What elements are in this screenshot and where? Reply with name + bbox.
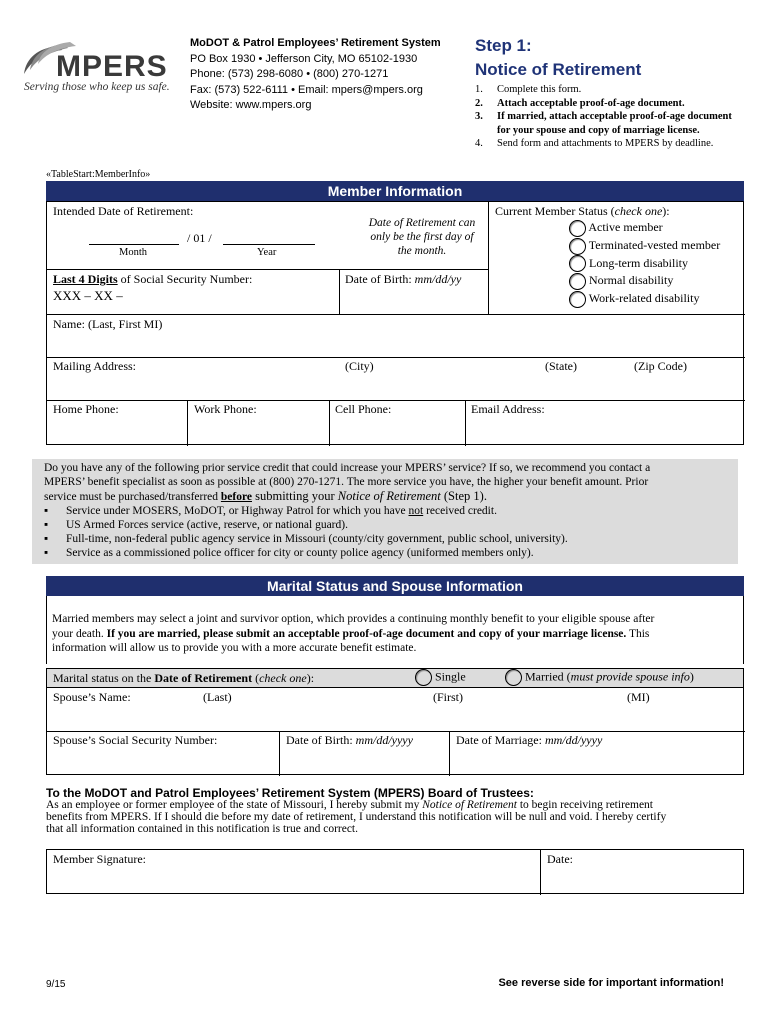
married-option[interactable]: Married (must provide spouse info) xyxy=(505,669,694,686)
prior-line: MPERS’ benefit specialist as soon as possible at (800) 270-1271. The more service you have, the higher your benefit amount. Prior xyxy=(44,476,649,488)
spouse-first-label: (First) xyxy=(433,690,463,704)
step-item: for your spouse and copy of marriage license. xyxy=(497,124,700,136)
signature-date-field[interactable]: Date: xyxy=(547,852,573,866)
spouse-last-label: (Last) xyxy=(203,690,232,704)
name-field[interactable]: Name: (Last, First MI) xyxy=(53,317,163,331)
spouse-mi-label: (MI) xyxy=(627,690,650,704)
radio-circle-icon[interactable] xyxy=(569,255,586,272)
marriage-date-field[interactable]: Date of Marriage: mm/dd/yyyy xyxy=(456,733,603,747)
signature-field[interactable]: Member Signature: xyxy=(53,852,146,866)
form-version: 9/15 xyxy=(46,979,66,990)
signature-table xyxy=(46,849,744,894)
logo-tagline: Serving those who keep us safe. xyxy=(24,81,170,93)
org-phone: Phone: (573) 298-6080 • (800) 270-1271 xyxy=(190,68,389,80)
spouse-ssn-field[interactable]: Spouse’s Social Security Number: xyxy=(53,733,218,747)
status-option-active[interactable]: Active member xyxy=(569,219,720,237)
year-field[interactable] xyxy=(223,244,315,245)
marital-intro: Married members may select a joint and survivor option, which provides a continuing monthly benefit to your eligible spouse after your death. If you are married, please submit an acceptable proof-of-age document and copy of your marriage license. This information will allow us to provide you with a more accurate benefit estimate. xyxy=(52,613,655,654)
status-option-work[interactable]: Work-related disability xyxy=(569,290,720,308)
logo-text: MPERS xyxy=(56,50,168,83)
list-item: ▪ US Armed Forces service (active, reserve, or national guard). xyxy=(44,519,348,531)
spouse-dob-field[interactable]: Date of Birth: mm/dd/yyyy xyxy=(286,733,413,747)
trustees-heading: To the MoDOT and Patrol Employees’ Retirement System (MPERS) Board of Trustees: xyxy=(46,786,534,800)
date-separator: / 01 / xyxy=(187,231,212,245)
mailing-address-field[interactable]: Mailing Address: xyxy=(53,359,136,373)
marital-status-label: Marital status on the Date of Retirement (check one): xyxy=(53,671,315,685)
list-item: ▪ Service under MOSERS, MoDOT, or Highway Patrol for which you have not received credit. xyxy=(44,505,497,517)
email-field[interactable]: Email Address: xyxy=(471,402,545,416)
ssn-label: Last 4 Digits of Social Security Number: xyxy=(53,272,253,286)
radio-circle-icon[interactable] xyxy=(569,291,586,308)
status-label: Current Member Status (check one): xyxy=(495,204,670,218)
home-phone-field[interactable]: Home Phone: xyxy=(53,402,119,416)
status-option-terminated[interactable]: Terminated-vested member xyxy=(569,237,720,255)
step-subtitle: Notice of Retirement xyxy=(475,60,642,79)
organization-info xyxy=(190,36,441,114)
prior-line: Do you have any of the following prior service credit that could increase your MPERS’ service? If so, we recommend you contact a xyxy=(44,462,651,474)
marital-status-row xyxy=(46,668,744,688)
cell-phone-field[interactable]: Cell Phone: xyxy=(335,402,392,416)
dob-label: Date of Birth: mm/dd/yy xyxy=(345,272,462,286)
list-item: ▪ Service as a commissioned police officer for city or county police agency (uniformed members only). xyxy=(44,547,534,559)
trustees-statement: As an employee or former employee of the state of Missouri, I hereby submit my Notice of Retirement to begin receiving retirement benefits from MPERS. If I should die before my date of retirement, I understand this notification will be null and void. I hereby certify that all information contained in this notification is true and correct. xyxy=(46,799,667,835)
spouse-table xyxy=(46,687,744,775)
intended-date-label: Intended Date of Retirement: xyxy=(53,204,194,218)
ssn-field[interactable]: XXX – XX – xyxy=(53,288,123,303)
list-item: ▪ Full-time, non-federal public agency service in Missouri (county/city government, public school, university). xyxy=(44,533,568,545)
prior-service-notice xyxy=(32,459,738,564)
radio-circle-icon[interactable] xyxy=(569,238,586,255)
step-heading xyxy=(475,34,641,82)
step-item: 4. Send form and attachments to MPERS by deadline. xyxy=(475,138,714,149)
prior-line: service must be purchased/transferred before submitting your Notice of Retirement (Step 1). xyxy=(44,489,487,503)
step-title: Step 1: xyxy=(475,36,532,55)
state-field[interactable]: (State) xyxy=(545,359,577,373)
date-note: Date of Retirement can only be the first day of the month. xyxy=(368,217,476,257)
reverse-side-note: See reverse side for important information! xyxy=(498,977,724,989)
step-item: 1. Complete this form. xyxy=(475,84,582,95)
status-options xyxy=(569,219,720,308)
org-fax-email: Fax: (573) 522-6111 • Email: mpers@mpers.org xyxy=(190,83,423,96)
year-label: Year xyxy=(257,247,277,258)
org-name: MoDOT & Patrol Employees’ Retirement System xyxy=(190,37,441,49)
mpers-logo xyxy=(18,38,188,98)
table-start-marker: «TableStart:MemberInfo» xyxy=(46,169,151,180)
member-info-banner: Member Information xyxy=(46,181,744,201)
org-website: Website: www.mpers.org xyxy=(190,99,312,111)
month-field[interactable] xyxy=(89,244,179,245)
radio-circle-icon[interactable] xyxy=(569,220,586,237)
step-item: 2. Attach acceptable proof-of-age document. xyxy=(475,97,685,109)
radio-circle-icon[interactable] xyxy=(505,669,522,686)
radio-circle-icon[interactable] xyxy=(415,669,432,686)
zip-field[interactable]: (Zip Code) xyxy=(634,359,687,373)
single-option[interactable]: Single xyxy=(415,669,466,686)
marital-banner: Marital Status and Spouse Information xyxy=(46,576,744,596)
status-option-normal[interactable]: Normal disability xyxy=(569,272,720,290)
radio-circle-icon[interactable] xyxy=(569,273,586,290)
spouse-name-field[interactable]: Spouse’s Name: xyxy=(53,690,131,704)
step-instructions xyxy=(475,83,732,151)
month-label: Month xyxy=(119,247,148,258)
work-phone-field[interactable]: Work Phone: xyxy=(194,402,257,416)
org-address: PO Box 1930 • Jefferson City, MO 65102-1930 xyxy=(190,52,418,65)
status-option-ltd[interactable]: Long-term disability xyxy=(569,255,720,273)
member-info-table xyxy=(46,201,744,445)
city-field[interactable]: (City) xyxy=(345,359,374,373)
step-item: 3. If married, attach acceptable proof-of-age document xyxy=(475,111,732,122)
